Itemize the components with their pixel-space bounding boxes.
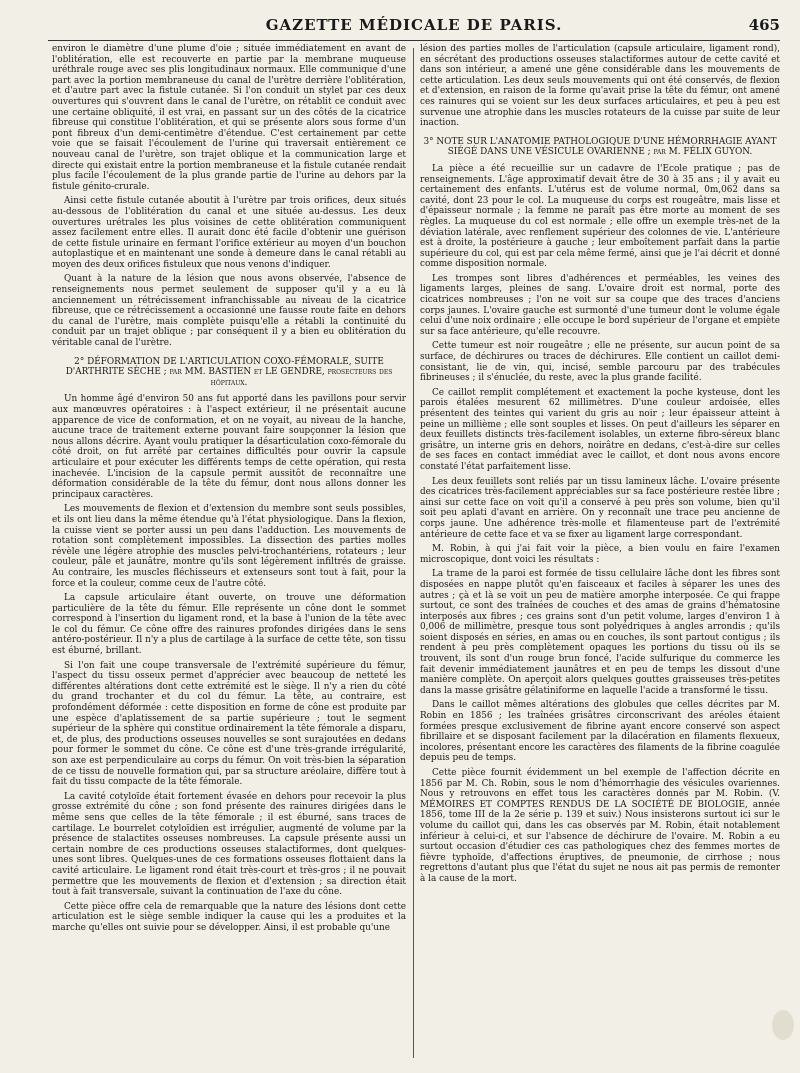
column-divider: [413, 48, 414, 1058]
paragraph: Cette pièce offre cela de remarquable que la nature des lésions dont cette articulation est le siège semble indiquer la cause qui les a produites et la marche qu'elles ont suivie pour se développer. Ainsi, il est probable qu'une: [52, 901, 406, 933]
paragraph: lésion des parties molles de l'articulation (capsule articulaire, ligament rond), en sécrétant des productions osseuses stalactiformes autour de cette cavité et dans son intérieur, a amené une gêne considérable dans les mouvements de cette articulation. Les deux seuls mouvements qui ont été conservés, de flexion et d'extension, en raison de la forme qu'avait prise la tête du fémur, ont amené ces rainures qui se voient sur les deux surfaces articulaires, et peu à peu est survenue une atrophie dans les muscles rotateurs de la cuisse par suite de leur inaction.: [420, 44, 780, 129]
paper-stain: [772, 1010, 794, 1040]
paragraph: Un homme âgé d'environ 50 ans fut apporté dans les pavillons pour servir aux manœuvres opératoires : à l'aspect extérieur, il ne présentait aucune apparence de vice de conformation, et on ne voyait, au niveau de la hanche, aucune trace de traitement externe pouvant faire soupçonner la lésion que nous allons décrire. Ayant voulu pratiquer la désarticulation coxo-fémorale du côté droit, on fut arrêté par certaines difficultés pour ouvrir la capsule articulaire et pour exécuter les différents temps de cette opération, qui resta inachevée. L'incision de la capsule permit aussitôt de reconnaître une déformation considérable de la tête du fémur, dont nous allons donner les principaux caractères.: [52, 394, 406, 500]
paragraph: Si l'on fait une coupe transversale de l'extrémité supérieure du fémur, l'aspect du tissu osseux permet d'apprécier avec beaucoup de netteté les différentes altérations dont cette extrémité est le siège. Il n'y a rien du côté du grand trochanter et du col du fémur. La tête, au contraire, est profondément déformée : cette disposition en forme de cône est produite par une espèce d'aplatissement de sa partie supérieure ; tout le segment supérieur de la sphère qui constitue ordinairement la tête fémorale a disparu, et, de plus, des productions osseuses nouvelles se sont surajoutées en dedans pour former le sommet du cône. Ce cône est d'une très-grande irrégularité, son axe est perpendiculaire au corps du fémur. On voit très-bien la séparation de ce tissu de nouvelle formation qui, par sa structure aréolaire, diffère tout à fait du tissu compacte de la tête fémorale.: [52, 660, 406, 788]
right-column: [420, 44, 780, 889]
paragraph: M. Robin, à qui j'ai fait voir la pièce, a bien voulu en faire l'examen microscopique, dont voici les résultats :: [420, 544, 780, 565]
section-heading: 2° DÉFORMATION DE L'ARTICULATION COXO-FÉMORALE, SUITE D'ARTHRITE SÈCHE ; par MM. BASTIEN et LE GENDRE, prosecteurs des hôpitaux.: [65, 356, 393, 388]
left-column: [52, 44, 406, 938]
paragraph: Les mouvements de flexion et d'extension du membre sont seuls possibles, et ils ont lieu dans la même étendue qu'à l'état physiologique. Dans la flexion, la cuisse vient se porter aussi un peu dans l'adduction. Les mouvements de rotation sont complètement impossibles. La dissection des parties molles révèle une légère atrophie des muscles pelvi-trochantériens, rotateurs ; leur couleur, pâle et jaunâtre, montre qu'ils sont légèrement infiltrés de graisse. Au contraire, les muscles fléchisseurs et extenseurs sont tout à fait, pour la force et la couleur, comme ceux de l'autre côté.: [52, 504, 406, 589]
page-number: 465: [748, 16, 780, 34]
paragraph: La trame de la paroi est formée de tissu cellulaire lâche dont les fibres sont disposées en nappe plutôt qu'en faisceaux et faciles à séparer les unes des autres ; çà et là se voit un peu de matière amorphe interposée. Ce qui frappe surtout, ce sont des traînées de couches et des amas de grains d'hématosine interposés aux fibres ; ces grains sont d'un petit volume, larges d'environ 1 à 0,006 de millimètre, presque tous sont polyédriques à angles arrondis ; qu'ils soient disposés en séries, en amas ou en couches, ils sont partout contigus ; ils rendent à peu près complètement opaques les portions du tissu où ils se trouvent, ils sont d'un rouge brun foncé, l'acide sulfurique du commerce les fait devenir immédiatement jaunâtres et en peu de temps les dissout d'une manière complète. On aperçoit alors quelques gouttes graisseuses très-petites dans la masse grisâtre gélatiniforme en laquelle l'acide a transformé le tissu.: [420, 569, 780, 696]
paragraph: La pièce a été recueillie sur un cadavre de l'Ecole pratique ; pas de renseignements. L'âge approximatif devait être de 30 à 35 ans ; il y avait eu certainement des enfants. L'utérus est de volume normal, 0m,062 dans sa cavité, dont 23 pour le col. La muqueuse du corps est rougeâtre, mais lisse et d'épaisseur normale ; la femme ne paraît pas être morte au moment de ses règles. La muqueuse du col est normale ; elle offre un exemple très-net de la déviation latérale, avec renflement supérieur des colonnes de vie. L'antérieure est à droite, la postérieure à gauche ; leur emboîtement parfait dans la partie supérieure du col, qui est par cela même fermé, ainsi que je l'ai décrit et donné comme disposition normale.: [420, 163, 780, 270]
section-heading: 3° NOTE SUR L'ANATOMIE PATHOLOGIQUE D'UNE HÉMORRHAGIE AYANT SIÉGÉ DANS UNE VÉSICULE OVARIENNE ; par M. FÉLIX GUYON.: [423, 136, 777, 158]
paragraph: environ le diamètre d'une plume d'oie ; située immédiatement en avant de l'oblitération, elle est recouverte en partie par la membrane muqueuse uréthrale rouge avec ses plis longitudinaux normaux. Elle communique d'une part avec la portion membraneuse du canal de l'urètre derrière l'oblitération, et d'autre part avec la fistule cutanée. Si l'on conduit un stylet par ces deux ouvertures qui s'ouvrent dans le canal de l'urètre, on rétablit ce conduit avec une certaine obliquité, il est vrai, en passant sur un des côtés de la cicatrice fibreuse qui constitue l'oblitération, et qui se présente alors sous forme d'un pont fibreux d'un demi-centimètre d'étendue. C'est certainement par cette voie que se faisait l'écoulement de l'urine qui traversait entièrement ce nouveau canal de l'urètre, son trajet oblique et la communication large et directe qui existait entre la portion membraneuse et la fistule cutanée rendait plus facile l'écoulement de la plus grande partie de l'urine au dehors par la fistule génito-crurale.: [52, 44, 406, 192]
paragraph: Les trompes sont libres d'adhérences et perméables, les veines des ligaments larges, pleines de sang. L'ovaire droit est normal, porte des cicatrices nombreuses ; l'on ne voit sur sa coupe que des traces d'anciens corps jaunes. L'ovaire gauche est surmonté d'une tumeur dont le volume égale celui d'une noix ordinaire ; elle occupe le bord supérieur de l'organe et empiète sur sa face antérieure, qu'elle recouvre.: [420, 273, 780, 337]
paragraph: Ce caillot remplit complétement et exactement la poche kysteuse, dont les parois étalées mesurent 62 millimètres. D'une couleur ardoisée, elles présentent des teintes qui varient du gris au noir ; leur épaisseur atteint à peine un millième ; elle sont souples et lisses. On peut d'ailleurs les séparer en deux feuillets distincts très-facilement isolables, un externe fibro-séreux blanc grisâtre, un interne gris en dehors, noirâtre en dedans, c'est-à-dire sur celles de ses faces en contact immédiat avec le caillot, et dont nous avons encore constaté l'état parfaitement lisse.: [420, 387, 780, 472]
page-header: [48, 12, 780, 41]
paragraph: Ainsi cette fistule cutanée aboutit à l'urètre par trois orifices, deux situés au-dessous de l'oblitération du canal et une située au-dessus. Les deux ouvertures urétrales les plus voisines de cette oblitération communiquent assez facilement entre elles. Il aurait donc été facile d'obtenir une guérison de cette fistule urinaire en fermant l'orifice extérieur au moyen d'un bouchon autoplastique et en maintenant une sonde à demeure dans le canal rétabli au moyen des deux orifices fistuleux que nous venons d'indiquer.: [52, 196, 406, 270]
paragraph: Les deux feuillets sont reliés par un tissu lamineux lâche. L'ovaire présente des cicatrices très-facilement appréciables sur sa face postérieure restée libre ; ainsi sur cette face on voit qu'il a conservé à peu près son volume, bien qu'il soit peu aplati d'avant en arrière. On y reconnaît une trace peu ancienne de corps jaune. Une adhérence très-molle et filamenteuse part de l'extrémité antérieure de cette face et va se fixer au ligament large correspondant.: [420, 476, 780, 540]
journal-title: GAZETTE MÉDICALE DE PARIS.: [265, 16, 563, 34]
paragraph: Cette pièce fournit évidemment un bel exemple de l'affection décrite en 1856 par M. Ch. Robin, sous le nom d'hémorrhagie des vésicules ovariennes. Nous y retrouvons en effet tous les caractères donnés par M. Robin. (V. MÉMOIRES ET COMPTES RENDUS DE LA SOCIÉTÉ DE BIOLOGIE, année 1856, tome III de la 2e série p. 139 et suiv.) Nous insisterons surtout ici sur le volume du caillot qui, dans les cas observés par M. Robin, était notablement inférieur à celui-ci, et sur l'absence de déchirure de l'ovaire. M. Robin a eu surtout occasion d'étudier ces cas pathologiques chez des femmes mortes de fièvre typhoïde, d'affections éruptives, de pneumonie, de cirrhose ; nous regrettons d'autant plus que l'état du sujet ne nous ait pas permis de remonter à la cause de la mort.: [420, 768, 780, 884]
paragraph: Quant à la nature de la lésion que nous avons observée, l'absence de renseignements nous permet seulement de supposer qu'il y a eu là anciennement un rétrécissement infranchissable au niveau de la cicatrice fibreuse, que ce rétrécissement a occasionné une fausse route faite en dehors du canal de l'urètre, mais complète puisqu'elle a rétabli la continuité du conduit par un trajet oblique ; par conséquent il y a bien eu oblitération du véritable canal de l'urètre.: [52, 274, 406, 349]
paragraph: La cavité cotyloïde était fortement évasée en dehors pour recevoir la plus grosse extrémité du cône ; son fond présente des rainures dirigées dans le même sens que celles de la tête fémorale ; il est éburné, sans traces de cartilage. Le bourrelet cotyloïdien est irrégulier, augmenté de volume par la présence de stalactites osseuses nombreuses. La capsule présente aussi un certain nombre de ces productions osseuses stalactiformes, dont quelques-unes sont libres. Quelques-unes de ces formations osseuses flottaient dans la cavité articulaire. Le ligament rond était très-court et très-gros ; il ne pouvait permettre que les mouvements de flexion et d'extension ; sa direction était tout à fait transversale, suivant la continuation de l'axe du cône.: [52, 791, 406, 898]
paragraph: Dans le caillot mêmes altérations des globules que celles décrites par M. Robin en 1856 ; les traînées grisâtres circonscrivant des aréoles étaient formées presque exclusivement de fibrine ayant encore conservé son aspect fibrillaire et se disposant facilement par la dilacération en filaments flexueux, incolores, présentant encore les caractères des filaments de la fibrine coagulée depuis peu de temps.: [420, 700, 780, 764]
paragraph: La capsule articulaire étant ouverte, on trouve une déformation particulière de la tête du fémur. Elle représente un cône dont le sommet correspond à l'insertion du ligament rond, et la base à l'union de la tête avec le col du fémur. Ce cône offre des rainures profondes dirigées dans le sens antéro-postérieur. Il n'y a plus de cartilage à la surface de cette tête, son tissu est éburné, brillant.: [52, 593, 406, 657]
paragraph: Cette tumeur est noir rougeâtre ; elle ne présente, sur aucun point de sa surface, de déchirures ou traces de déchirures. Elle contient un caillot demi-consistant, lie de vin, qui, incisé, semble parcouru par des trabécules fibrineuses ; il s'énuclée, du reste, avec la plus grande facilité.: [420, 341, 780, 384]
